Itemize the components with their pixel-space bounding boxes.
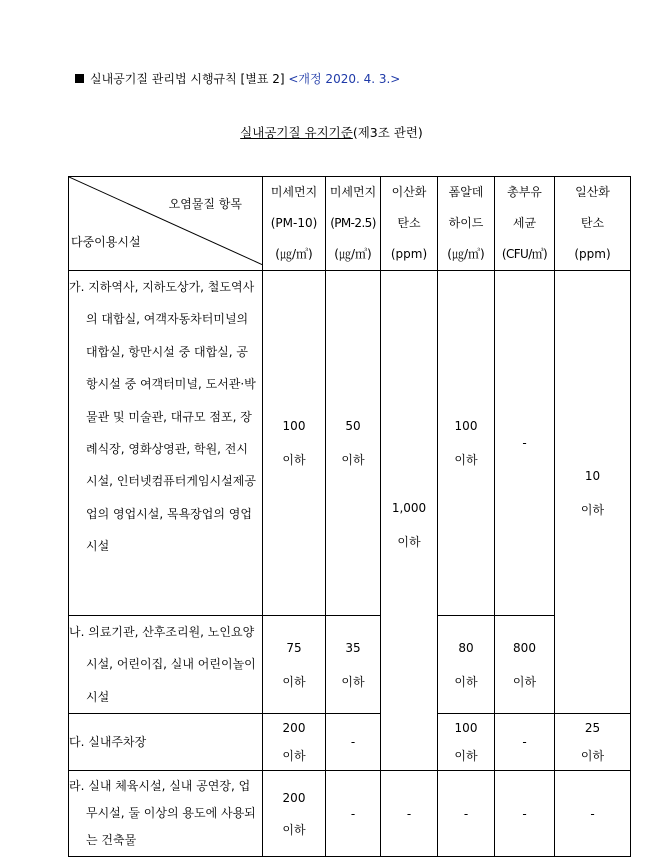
pm10-value: 200 이하 (263, 771, 326, 857)
co-value: 25 이하 (555, 714, 631, 771)
pm25-value: 35 이하 (326, 616, 381, 714)
formaldehyde-value: 80 이하 (438, 616, 495, 714)
facility-label: 다중이용시설 (71, 235, 141, 249)
column-header-pm10: 미세먼지 (PM-10) (㎍/㎥) (263, 177, 326, 271)
document-header (75, 70, 400, 87)
table-row (69, 714, 631, 771)
column-header-bacteria: 총부유 세균 (CFU/㎥) (495, 177, 555, 271)
pm25-value: - (326, 714, 381, 771)
bacteria-value: - (495, 714, 555, 771)
co-value: - (555, 771, 631, 857)
table-header-row (69, 177, 631, 271)
pm25-value: 50 이하 (326, 271, 381, 616)
pm25-value: - (326, 771, 381, 857)
bacteria-value: - (495, 771, 555, 857)
formaldehyde-value: - (438, 771, 495, 857)
pm10-value: 75 이하 (263, 616, 326, 714)
pm10-value: 100 이하 (263, 271, 326, 616)
co-merged-value: 10 이하 (555, 271, 631, 714)
revision-date: <개정 2020. 4. 3.> (288, 72, 401, 86)
table-title-main: 실내공기질 유지기준 (240, 125, 353, 140)
formaldehyde-value: 100 이하 (438, 271, 495, 616)
facility-cell-na: 나. 의료기관, 산후조리원, 노인요양시설, 어린이집, 실내 어린이놀이시설 (69, 616, 263, 714)
facility-cell-ga: 가. 지하역사, 지하도상가, 철도역사의 대합실, 여객자동차터미널의 대합실, 항만시설 중 대합실, 공항시설 중 여객터미널, 도서관·박물관 및 미술관, 대규모 점포, 장례식장, 영화상영관, 학원, 전시시설, 인터넷컴퓨터게임시설제공업의 영업시설, 목욕장업의 영업시설 (69, 271, 263, 616)
column-header-co: 일산화 탄소 (ppm) (555, 177, 631, 271)
bacteria-value: - (495, 271, 555, 616)
facility-cell-da: 다. 실내주차장 (69, 714, 263, 771)
air-quality-standards-table (68, 176, 631, 857)
table-row (69, 271, 631, 616)
table-title-ref: (제3조 관련) (352, 125, 423, 140)
formaldehyde-value: 100 이하 (438, 714, 495, 771)
table-row (69, 616, 631, 714)
corner-header-cell (69, 177, 263, 271)
column-header-formaldehyde: 폼알데 하이드 (㎍/㎥) (438, 177, 495, 271)
table-title (0, 123, 663, 141)
bacteria-value: 800 이하 (495, 616, 555, 714)
table-row (69, 771, 631, 857)
pm10-value: 200 이하 (263, 714, 326, 771)
co2-value: - (381, 771, 438, 857)
regulation-title: 실내공기질 관리법 시행규칙 [별표 2] (90, 72, 285, 86)
co2-merged-value: 1,000 이하 (381, 271, 438, 771)
pollutant-items-label: 오염물질 항목 (168, 197, 242, 211)
black-square-icon (75, 74, 84, 83)
diagonal-divider (69, 177, 263, 265)
facility-cell-ra: 라. 실내 체육시설, 실내 공연장, 업무시설, 둘 이상의 용도에 사용되는 건축물 (69, 771, 263, 857)
column-header-pm25: 미세먼지 (PM-2.5) (㎍/㎥) (326, 177, 381, 271)
column-header-co2: 이산화 탄소 (ppm) (381, 177, 438, 271)
